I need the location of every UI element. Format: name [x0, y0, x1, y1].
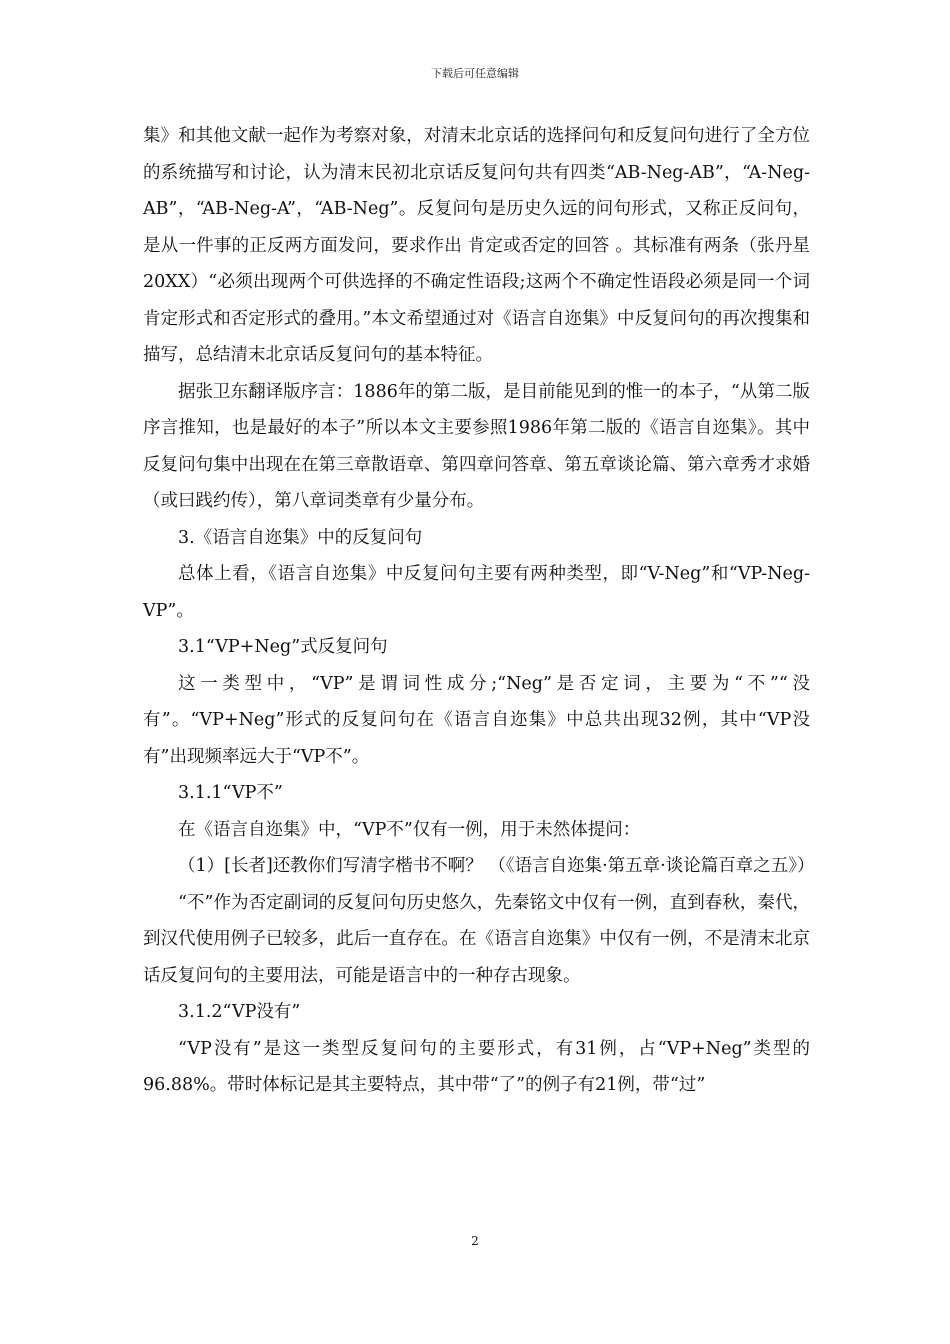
section-heading-3-1-2: 3.1.2“VP没有” — [178, 1002, 301, 1022]
paragraph-overview: 总体上看，《语言自迩集》中反复问句主要有两种类型，即“V-Neg”和“VP-Neg-VP”。 — [143, 564, 810, 621]
paragraph-continuation: 集》和其他文献一起作为考察对象，对清末北京话的选择问句和反复问句进行了全方位的系统描写和讨论，认为清末民初北京话反复问句共有四类“AB-Neg-AB”，“A-Neg-AB”，“AB-Neg-A”，“AB-Neg”。反复问句是历史久远的问句形式，又称正反问句，是从一件事的正反两方面发问，要求作出 肯定或否定的回答 。其标准有两条（张丹星 20XX）“必须出现两个可供选择的不确定性语段;这两个不确定性语段必须是同一个词肯定形式和否定形式的叠用。”本文希望通过对《语言自迩集》中反复问句的再次搜集和描写，总结清末北京话反复问句的基本特征。 — [143, 126, 810, 365]
section-heading-3-1-1: 3.1.1“VP不” — [178, 783, 283, 803]
page-number: 2 — [471, 1234, 479, 1248]
paragraph-vp-bu: 在《语言自迩集》中，“VP不”仅有一例，用于未然体提问： — [178, 819, 641, 840]
section-heading-3: 3.《语言自迩集》中的反复问句 — [178, 527, 423, 548]
section-heading-3-1: 3.1“VP+Neg”式反复问句 — [178, 637, 388, 657]
paragraph-bu-history: “不”作为否定副词的反复问句历史悠久，先秦铭文中仅有一例，直到春秋，秦代，到汉代使用例子已较多，此后一直存在。在《语言自迩集》中仅有一例，不是清末北京话反复问句的主要用法，可能是语言中的一种存古现象。 — [143, 892, 810, 986]
page-header: 下载后可任意编辑 — [431, 67, 519, 80]
paragraph-vp-neg: 这一类型中，“VP”是谓词性成分;“Neg”是否定词，主要为“不”“没有”。“VP+Neg”形式的反复问句在《语言自迩集》中总共出现32例，其中“VP没有”出现频率远大于“VP不”。 — [143, 673, 810, 767]
example-sentence-1: （1）[长者]还教你们写清字楷书不啊？ （《语言自迩集·第五章·谈论篇百章之五》） — [178, 856, 815, 876]
paragraph-preface-note: 据张卫东翻译版序言：1886年的第二版，是目前能见到的惟一的本子，“从第二版序言推知，也是最好的本子”所以本文主要参照1986年第二版的《语言自迩集》。其中反复问句集中出现在在第三章散语章、第四章问答章、第五章谈论篇、第六章秀才求婚（或曰践约传），第八章词类章有少量分布。 — [143, 381, 810, 511]
document-body — [143, 118, 815, 1104]
paragraph-vp-meiyou: “VP没有”是这一类型反复问句的主要形式，有31例，占“VP+Neg”类型的96.88%。带时体标记是其主要特点，其中带“了”的例子有21例，带“过” — [143, 1038, 810, 1095]
